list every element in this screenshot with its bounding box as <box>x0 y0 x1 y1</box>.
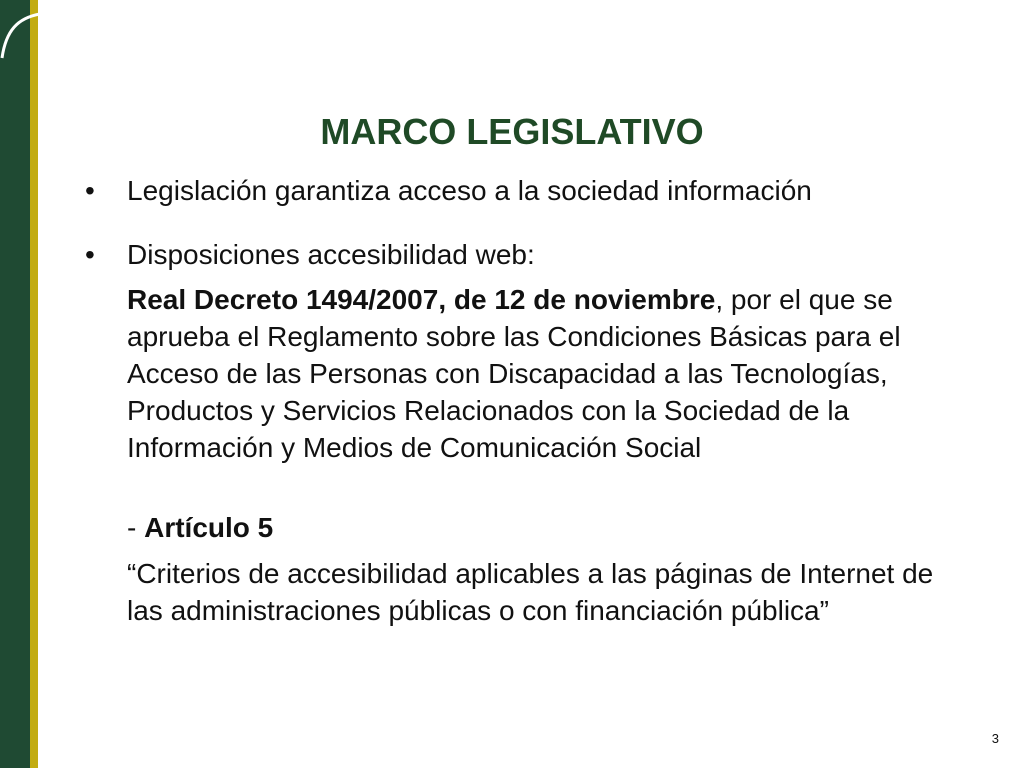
article-quote: “Criterios de accesibilidad aplicables a las páginas de Internet de las administraciones públicas o con financiación pública” <box>127 558 934 626</box>
article-prefix: - <box>127 512 145 543</box>
slide-title: MARCO LEGISLATIVO <box>320 111 704 152</box>
decree-description: , por el que se aprueba el Reglamento sobre las Condiciones Básicas para el Acceso de las Personas con Discapacidad a las Tecnologías, Productos y Servicios Relacionados con la Sociedad de la Información y Medios de Comunicación Social <box>127 284 901 463</box>
bullet-icon: • <box>85 239 95 270</box>
bullet-text: Disposiciones accesibilidad web: <box>127 239 535 270</box>
article-label: Artículo 5 <box>144 512 274 543</box>
corner-curve-decoration <box>0 0 40 60</box>
article-line <box>127 509 967 546</box>
page-number: 3 <box>991 731 999 746</box>
bullet-text: Legislación garantiza acceso a la sociedad información <box>127 175 812 206</box>
decree-title: Real Decreto 1494/2007, de 12 de noviembre <box>127 284 716 315</box>
decree-paragraph <box>127 281 967 466</box>
bullet-icon: • <box>85 175 95 206</box>
